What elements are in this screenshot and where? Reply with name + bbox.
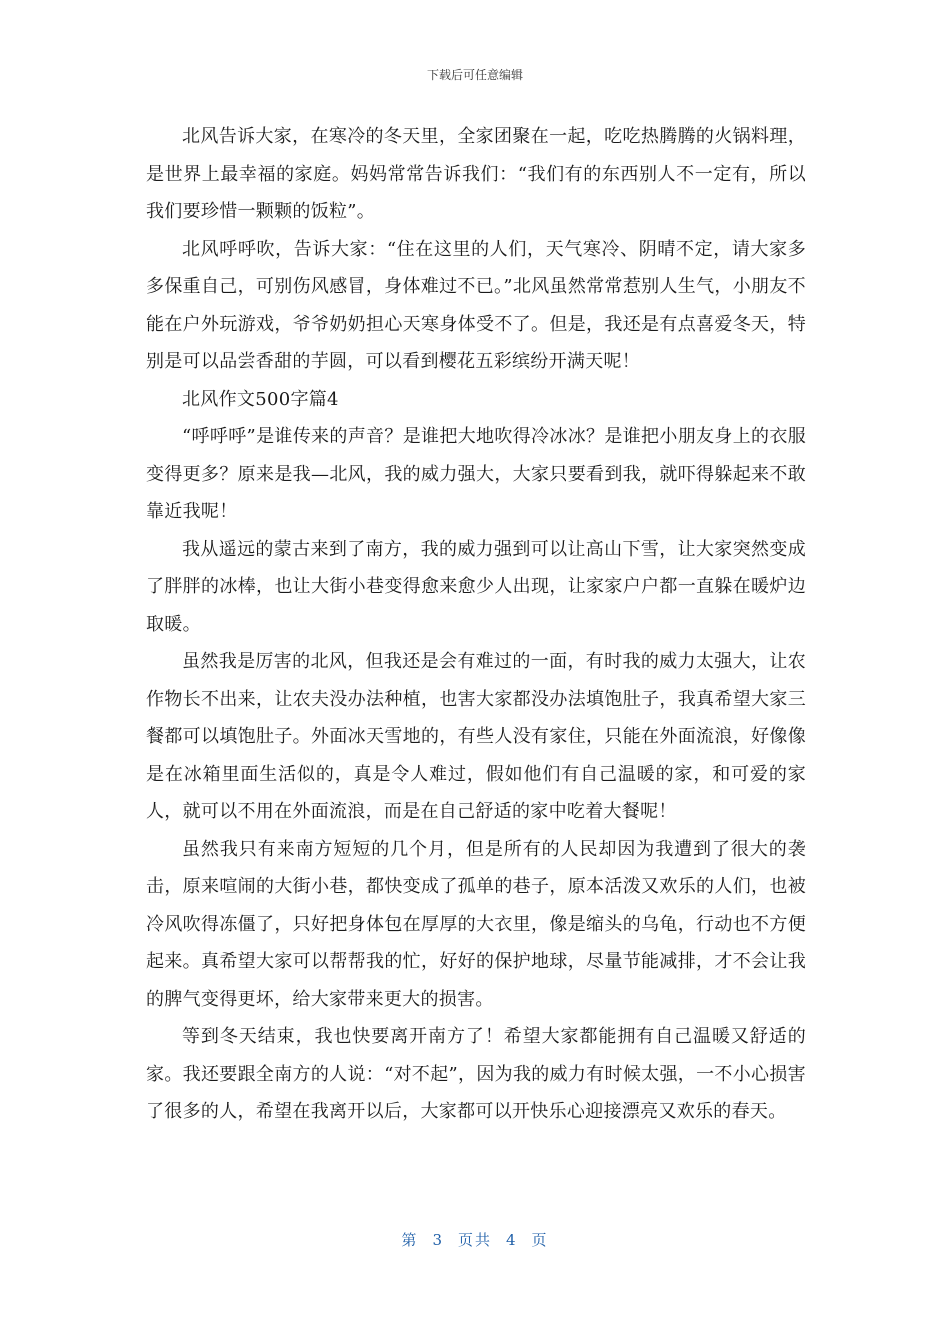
total-page-count: 4 (506, 1231, 518, 1249)
paragraph: 北风告诉大家，在寒冷的冬天里，全家团聚在一起，吃吃热腾腾的火锅料理，是世界上最幸福的家庭。妈妈常常告诉我们：“我们有的东西别人不一定有，所以我们要珍惜一颗颗的饭粒”。 (146, 126, 806, 222)
page-number-prefix: 第 (401, 1231, 419, 1249)
page-number-middle: 页共 (457, 1231, 492, 1249)
paragraph: “呼呼呼”是谁传来的声音？是谁把大地吹得冷冰冰？是谁把小朋友身上的衣服变得更多？原来是我—北风，我的威力强大，大家只要看到我，就吓得躲起来不敢靠近我呢！ (146, 426, 806, 522)
paragraph: 北风呼呼吹，告诉大家：“住在这里的人们，天气寒冷、阴晴不定，请大家多多保重自己，可别伤风感冒，身体难过不已。”北风虽然常常惹别人生气，小朋友不能在户外玩游戏，爷爷奶奶担心天寒身体受不了。但是，我还是有点喜爱冬天，特别是可以品尝香甜的芋圆，可以看到樱花五彩缤纷开满天呢！ (146, 238, 806, 372)
page-number-suffix: 页 (531, 1231, 549, 1249)
current-page-number: 3 (432, 1231, 444, 1249)
paragraph: 虽然我只有来南方短短的几个月，但是所有的人民却因为我遭到了很大的袭击，原来喧闹的大街小巷，都快变成了孤单的巷子，原本活泼又欢乐的人们，也被冷风吹得冻僵了，只好把身体包在厚厚的大衣里，像是缩头的乌龟，行动也不方便起来。真希望大家可以帮帮我的忙，好好的保护地球，尽量节能减排，才不会让我的脾气变得更坏，给大家带来更大的损害。 (146, 838, 806, 1010)
section-heading: 北风作文500字篇4 (182, 388, 339, 410)
page-header: 下载后可任意编辑 (426, 68, 523, 82)
document-body (146, 118, 806, 1131)
paragraph: 等到冬天结束，我也快要离开南方了！希望大家都能拥有自己温暖又舒适的家。我还要跟全南方的人说：“对不起”，因为我的威力有时候太强，一不小心损害了很多的人，希望在我离开以后，大家都可以开快乐心迎接漂亮又欢乐的春天。 (146, 1026, 806, 1122)
paragraph: 虽然我是厉害的北风，但我还是会有难过的一面，有时我的威力太强大，让农作物长不出来，让农夫没办法种植，也害大家都没办法填饱肚子，我真希望大家三餐都可以填饱肚子。外面冰天雪地的，有些人没有家住，只能在外面流浪，好像像是在冰箱里面生活似的，真是令人难过，假如他们有自己温暖的家，和可爱的家人，就可以不用在外面流浪，而是在自己舒适的家中吃着大餐呢！ (146, 651, 806, 822)
page-footer (0, 1229, 950, 1250)
paragraph: 我从遥远的蒙古来到了南方，我的威力强到可以让高山下雪，让大家突然变成了胖胖的冰棒，也让大街小巷变得愈来愈少人出现，让家家户户都一直躲在暖炉边取暖。 (146, 538, 806, 635)
